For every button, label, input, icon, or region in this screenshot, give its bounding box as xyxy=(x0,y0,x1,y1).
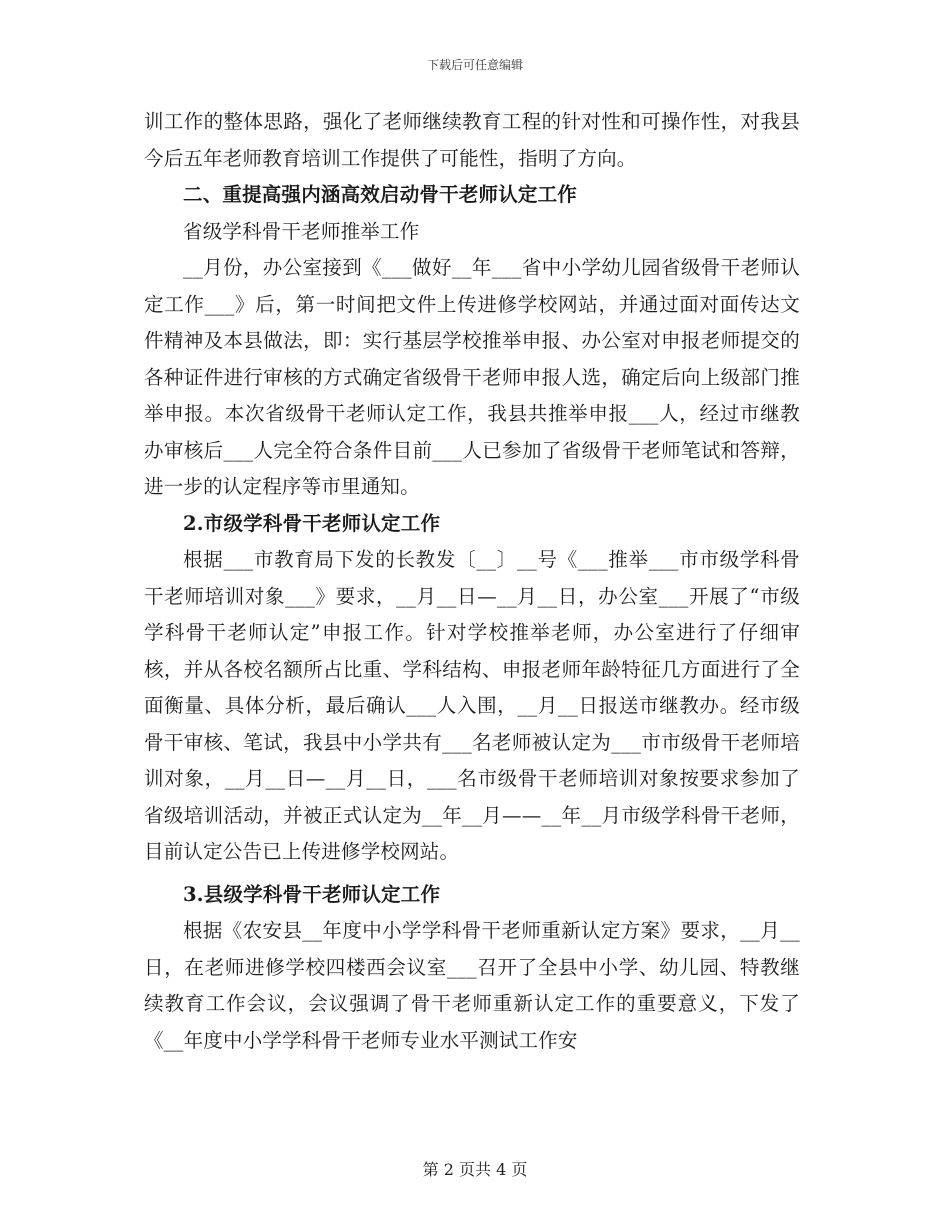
subsection-heading: 2.市级学科骨干老师认定工作 xyxy=(183,511,441,535)
page-footer: 第 2 页共 4 页 xyxy=(422,1160,528,1179)
subsection-heading: 3.县级学科骨干老师认定工作 xyxy=(183,882,441,906)
section-heading: 二、重提高强内涵高效启动骨干老师认定工作 xyxy=(183,183,578,206)
paragraph: 根据《农安县__年度中小学学科骨干老师重新认定方案》要求，__月__日，在老师进修学校四楼西会议室___召开了全县中小学、幼儿园、特教继续教育工作会议，会议强调了骨干老师重新认定工作的重要意义，下发了《__年度中小学学科骨干老师专业水平测试工作安 xyxy=(144,919,800,1052)
paragraph-continuation: 训工作的整体思路，强化了老师继续教育工程的针对性和可操作性，对我县今后五年老师教育培训工作提供了可能性，指明了方向。 xyxy=(144,110,800,170)
document-body xyxy=(144,104,800,1059)
subsection-title: 省级学科骨干老师推举工作 xyxy=(183,219,420,243)
paragraph: 根据___市教育局下发的长教发〔__〕__号《___推举___市市级学科骨干老师培训对象___》要求，__月__日—__月__日，办公室___开展了“市级学科骨干老师认定”申报工作。针对学校推举老师，办公室进行了仔细审核，并从各校名额所占比重、学科结构、申报老师年龄特征几方面进行了全面衡量、具体分析，最后确认___人入围，__月__日报送市继教办。经市级骨干审核、笔试，我县中小学共有___名老师被认定为___市市级骨干老师培训对象，__月__日—__月__日，___名市级骨干老师培训对象按要求参加了省级培训活动，并被正式认定为__年__月——__年__月市级学科骨干老师，目前认定公告已上传进修学校网站。 xyxy=(144,548,800,863)
page-header: 下载后可任意编辑 xyxy=(426,58,523,72)
paragraph: __月份，办公室接到《___做好__年___省中小学幼儿园省级骨干老师认定工作___》后，第一时间把文件上传进修学校网站，并通过面对面传达文件精神及本县做法，即：实行基层学校推举申报、办公室对申报老师提交的各种证件进行审核的方式确定省级骨干老师申报人选，确定后向上级部门推举申报。本次省级骨干老师认定工作，我县共推举申报___人，经过市继教办审核后___人完全符合条件目前___人已参加了省级骨干老师笔试和答辩，进一步的认定程序等市里通知。 xyxy=(144,256,800,498)
